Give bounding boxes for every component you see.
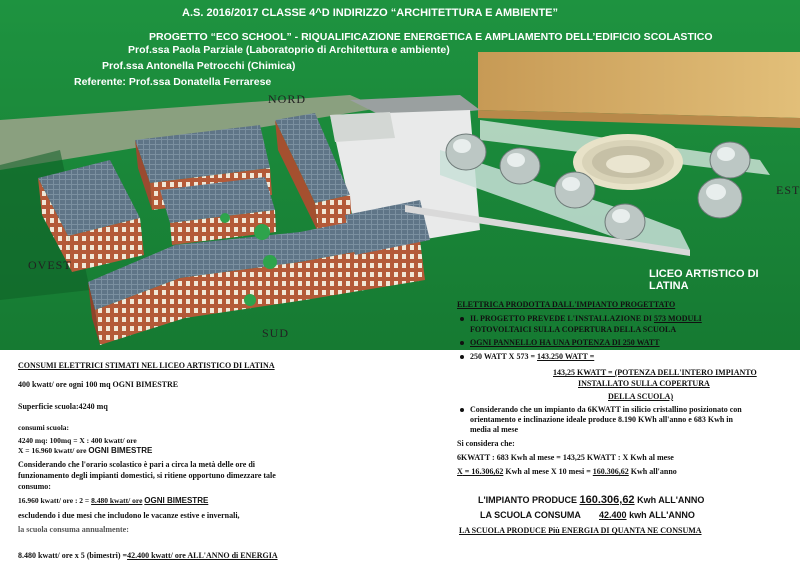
monthly-proportion: 6KWATT : 683 Kwh al mese = 143,25 KWATT : X Kwh al mese [457,453,674,462]
holiday-note: escludendo i due mesi che includono le vacanze estive e invernali, [18,511,240,520]
modules-text-2: FOTOVOLTAICI SULLA COPERTURA DELLA SCUOLA [470,325,677,334]
header-line-teacher-2: Prof.ssa Antonella Petrocchi (Chimica) [102,60,296,72]
total-watt-value: 143.250 WATT = [537,352,595,361]
schedule-note-1: Considerando che l'orario scolastico è pari a circa la metà delle ore di [18,460,255,469]
annual-consumption [18,551,278,560]
production-label: L'IMPIANTO PRODUCE [478,495,577,505]
bullet-panel-power: OGNI PANNELLO HA UNA POTENZA DI 250 WATT [470,338,660,347]
production-unit: Kwh ALL'ANNO [637,495,705,505]
consumption-value: 42.400 [599,510,627,520]
total-formula: 250 WATT X 573 = [470,352,536,361]
annual-value: 160.306,62 [592,467,629,476]
bimonthly-label: OGNI BIMESTRE [88,446,153,455]
bimonthly-value: X = 16.960 kwatt/ ore [18,446,87,455]
annual-formula: 8.480 kwatt/ ore x 5 (bimestri) = [18,551,128,560]
halved-label: OGNI BIMESTRE [144,496,209,505]
halved-value: 8.480 kwatt/ ore [91,496,143,505]
schedule-note-2: funzionamento degli impianti domestici, si ritiene opportuno dimezzare tale [18,471,276,480]
halved-consumption [18,496,208,505]
beige-building [478,52,800,118]
compass-east: EST [776,183,800,197]
compass-north: NORD [268,92,307,106]
annual-note: la scuola consuma annualmente: [18,525,129,534]
header-line-project: PROGETTO “ECO SCHOOL” - RIQUALIFICAZIONE ENERGETICA E AMPLIAMENTO DELL’EDIFICIO SCOLASTICO [149,31,713,43]
header-line-teacher-1: Prof.ssa Paola Parziale (Laboratoprio di Architettura e ambiente) [128,44,450,56]
installed-line: INSTALLATO SULLA COPERTURA [578,379,710,388]
x-label: X [457,467,463,476]
consumption-rate: 400 kwatt/ ore ogni 100 mq OGNI BIMESTRE [18,380,179,389]
consider-label: Si considera che: [457,439,515,448]
schedule-note-3: consumo: [18,482,51,491]
consumption-unit: kwh ALL'ANNO [629,510,695,520]
compass-south: SUD [262,326,290,340]
compass-west: OVEST [28,258,72,272]
roof-line: DELLA SCUOLA) [608,392,674,401]
modules-text: IL PROGETTO PREVEDE L'INSTALLAZIONE DI [470,314,652,323]
production-value: 160.306,62 [579,494,635,506]
header-line-referent: Referente: Prof.ssa Donatella Ferrarese [74,76,272,88]
bullet-modules [470,314,702,323]
school-surface: Superficie scuola:4240 mq [18,402,108,411]
monthly-value: = 16.306,62 [462,467,504,476]
bullet-reference-plant: Considerando che un impianto da 6KWATT in silicio cristallino posizionato con [470,405,742,414]
result-consumption [480,510,695,520]
production-title: ELETTRICA PRODOTTA DALL'IMPIANTO PROGETTATO [457,300,676,309]
halved-formula: 16.960 kwatt/ ore : 2 = [18,496,90,505]
annual-unit: Kwh all'anno [628,467,677,476]
modules-count: 573 MODULI [653,314,702,323]
result-production [478,494,704,506]
bullet-total-watt [470,352,594,361]
reference-plant-2: orientamento e inclinazione ideale produce 8.190 KWh all'anno e 683 Kwh in [470,415,733,424]
consumption-label: LA SCUOLA CONSUMA [480,510,581,520]
result-statement: LA SCUOLA PRODUCE Più ENERGIA DI QUANTA NE CONSUMA [459,526,702,535]
building-label: LICEO ARTISTICO DI LATINA [649,268,759,292]
reference-plant-3: media al mese [470,425,518,434]
ten-months: Kwh al mese X 10 mesi = [503,467,591,476]
consumption-title: CONSUMI ELETTRICI STIMATI NEL LICEO ARTISTICO DI LATINA [18,361,275,370]
annual-production-calc [457,467,677,476]
school-consumption-label: consumi scuola: [18,423,70,432]
kwatt-line: 143,25 KWATT = (POTENZA DELL'INTERO IMPIANTO [553,368,757,377]
bimonthly-result [18,446,152,455]
header-line-school-year: A.S. 2016/2017 CLASSE 4^D INDIRIZZO “ARCHITETTURA E AMBIENTE” [182,7,559,19]
annual-value: 42.400 kwatt/ ore ALL'ANNO di ENERGIA [127,551,278,560]
proportion-line: 4240 mq: 100mq = X : 400 kwatt/ ore [18,436,137,445]
